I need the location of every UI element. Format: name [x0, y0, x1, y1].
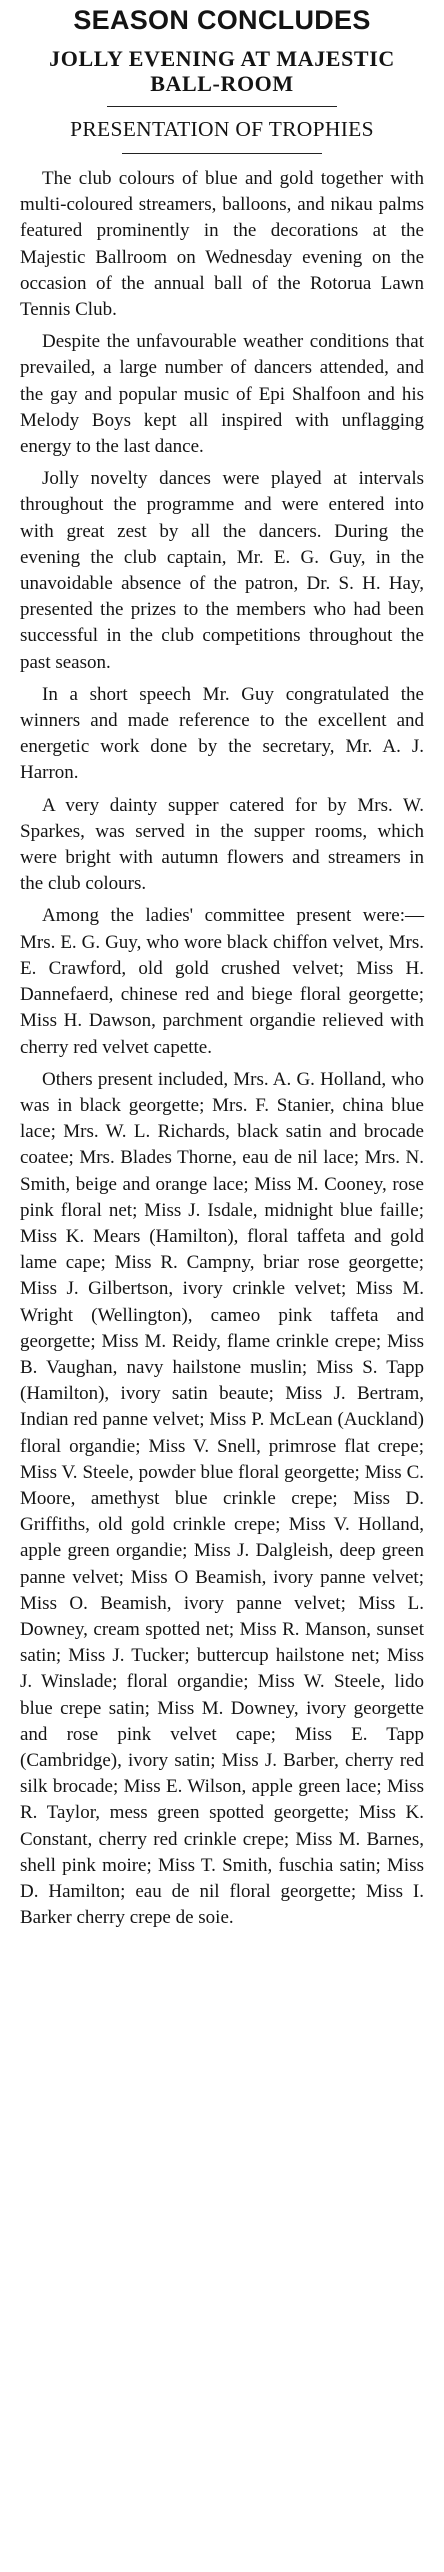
- deck-divider: [122, 153, 322, 154]
- paragraph-weather: Despite the unfavourable weather conditions that prevailed, a large number of dancers attended, and the gay and popular music of Epi Shalfoon and his Melody Boys kept all inspired with unflagging energy to the last dance.: [20, 331, 424, 458]
- paragraph-supper: A very dainty supper catered for by Mrs. W. Sparkes, was served in the supper rooms, which were bright with autumn flowers and streamers in the club colours.: [20, 794, 424, 895]
- subheadline: JOLLY EVENING AT MAJESTIC BALL-ROOM: [49, 46, 395, 96]
- article-body: [20, 166, 424, 1931]
- deck: PRESENTATION OF TROPHIES: [70, 117, 374, 141]
- paragraph-speech: In a short speech Mr. Guy congratulated the winners and made reference to the excellent and energetic work done by the secretary, Mr. A. J. Harron.: [20, 683, 424, 784]
- paragraph-others-present: Others present included, Mrs. A. G. Holland, who was in black georgette; Mrs. F. Stanier, china blue lace; Mrs. W. L. Richards, black satin and brocade coatee; Mrs. Blades Thorne, eau de nil lace; Mrs. N. Smith, beige and orange lace; Miss M. Cooney, rose pink floral net; Miss J. Isdale, midnight blue faille; Miss K. Mears (Hamilton), floral taffeta and gold lame cape; Miss R. Campny, briar rose georgette; Miss J. Gilbertson, ivory crinkle velvet; Miss M. Wright (Wellington), cameo pink taffeta and georgette; Miss M. Reidy, flame crinkle crepe; Miss B. Vaughan, navy hailstone muslin; Miss S. Tapp (Hamilton), ivory satin beaute; Miss J. Bertram, Indian red panne velvet; Miss P. McLean (Auckland) floral organdie; Miss V. Snell, primrose flat crepe; Miss V. Steele, powder blue floral georgette; Miss C. Moore, amethyst blue crinkle crepe; Miss D. Griffiths, old gold crinkle crepe; Miss V. Holland, apple green organdie; Miss J. Dalgleish, deep green panne velvet; Miss O Beamish, ivory panne velvet; Miss O. Beamish, ivory panne velvet; Miss L. Downey, cream spotted net; Miss R. Manson, sunset satin; Miss J. Tucker; buttercup hailstone net; Miss J. Winslade; floral organdie; Miss W. Steele, lido blue crepe satin; Miss M. Downey, ivory georgette and rose pink velvet cape; Miss E. Tapp (Cambridge), ivory satin; Miss J. Barber, cherry red silk brocade; Miss E. Wilson, apple green lace; Miss R. Taylor, mess green spotted georgette; Miss K. Constant, cherry red crinkle crepe; Miss M. Barnes, shell pink moire; Miss T. Smith, fuschia satin; Miss D. Hamilton; eau de nil floral georgette; Miss I. Barker cherry crepe de soie.: [20, 1068, 424, 1929]
- section-divider: [107, 106, 337, 107]
- paragraph-novelty-dances: Jolly novelty dances were played at intervals throughout the programme and were entered into with great zest by all the dancers. During the evening the club captain, Mr. E. G. Guy, in the unavoidable absence of the patron, Dr. S. H. Hay, presented the prizes to the members who had been successful in the club competitions throughout the past season.: [20, 468, 424, 673]
- paragraph-decorations: The club colours of blue and gold together with multi-coloured streamers, balloons, and nikau palms featured prominently in the decorations at the Majestic Ballroom on Wednesday evening on the occasion of the annual ball of the Rotorua Lawn Tennis Club.: [20, 168, 424, 321]
- paragraph-committee: Among the ladies' committee present were:—Mrs. E. G. Guy, who wore black chiffon velvet, Mrs. E. Crawford, old gold crushed velvet; Miss H. Dannefaerd, chinese red and biege floral georgette; Miss H. Dawson, parchment organdie relieved with cherry red velvet capette.: [20, 905, 424, 1058]
- headline: SEASON CONCLUDES: [73, 5, 371, 35]
